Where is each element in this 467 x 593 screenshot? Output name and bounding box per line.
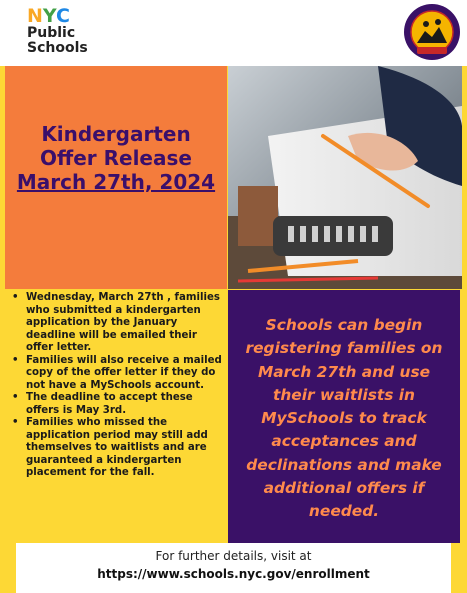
headline-title bbox=[5, 122, 227, 194]
info-bullet-list bbox=[8, 292, 224, 480]
footer bbox=[16, 543, 451, 593]
logo-line-schools: Schools bbox=[27, 40, 88, 56]
list-item: • Families will also receive a mailed copy of the offer letter if they do not have a MySchools account. bbox=[8, 355, 224, 393]
headline-line2: Offer Release bbox=[40, 146, 192, 170]
student-writing-photo bbox=[228, 66, 462, 289]
headline-date: March 27th, 2024 bbox=[16, 170, 216, 194]
district-seal-icon bbox=[403, 3, 461, 61]
header bbox=[0, 0, 467, 66]
list-item: • Families who missed the application period may still add themselves to waitlists and are guaranteed a kindergarten placement for the fall. bbox=[8, 417, 224, 480]
nyc-public-schools-logo[interactable] bbox=[27, 6, 88, 56]
list-item: • The deadline to accept these offers is May 3rd. bbox=[8, 392, 224, 417]
callout-panel bbox=[228, 290, 460, 543]
nyc-wordmark: NYC bbox=[27, 5, 70, 27]
logo-line-public: Public bbox=[27, 25, 76, 41]
footer-text: For further details, visit at bbox=[155, 549, 312, 563]
callout-text: Schools can begin registering families on March 27th and use their waitlists in MySchools to track acceptances and declinations and make additional offers if needed. bbox=[245, 316, 443, 521]
headline-line1: Kindergarten bbox=[41, 122, 191, 146]
list-item: • Wednesday, March 27th , families who submitted a kindergarten application by the January deadline will be emailed their offer letter. bbox=[8, 292, 224, 355]
enrollment-link[interactable]: https://www.schools.nyc.gov/enrollment bbox=[97, 567, 370, 581]
headline-panel bbox=[5, 66, 227, 289]
